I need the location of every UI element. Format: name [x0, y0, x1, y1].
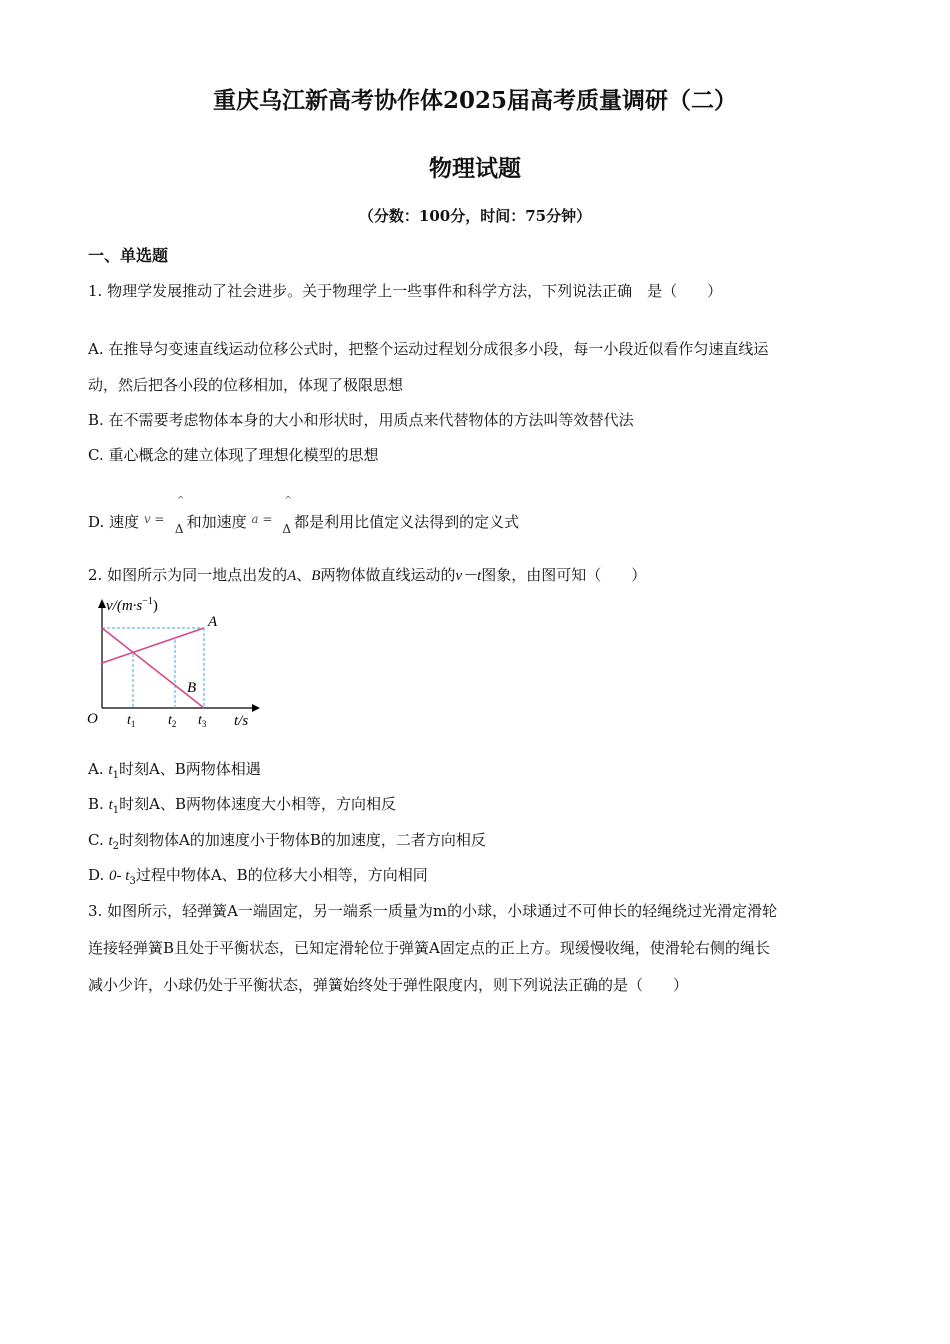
q1-option-d — [88, 496, 520, 536]
acceleration-hat: ^ — [284, 496, 292, 506]
y-axis-arrow-icon — [98, 599, 106, 608]
q2-option-text: 时刻物体A的加速度小于物体B的加速度，二者方向相反 — [119, 831, 486, 849]
q3-line2: 连接轻弹簧B且处于平衡状态，已知定滑轮位于弹簧A固定点的正上方。现缓慢收绳，使滑轮右侧的绳长 — [88, 939, 770, 957]
q2-option-sub: 1 — [112, 805, 120, 816]
q2-option-letter: A. — [88, 760, 104, 778]
vt-graph — [80, 592, 280, 737]
q1-option-d-mid: 和加速度 — [186, 513, 247, 531]
q2-option-d — [88, 865, 428, 892]
q1-option-a-line2: 动，然后把各小段的位移相加，体现了极限思想 — [88, 376, 404, 394]
q2-option-letter: D. — [88, 866, 105, 884]
velocity-hat: ^ — [176, 496, 185, 506]
x-axis-arrow-icon — [252, 704, 260, 712]
origin-label: O — [87, 711, 98, 727]
tick-t3: $t_3$ — [198, 713, 207, 729]
q2-option-time: 0- t — [109, 868, 130, 884]
tick-t2: $t_2$ — [168, 713, 177, 729]
q2-option-time: t — [108, 797, 113, 813]
q2-option-letter: B. — [88, 795, 104, 813]
q2-stem-part3: 图象，由图可知（ ） — [481, 566, 647, 584]
q1-option-c: C. 重心概念的建立体现了理想化模型的思想 — [88, 446, 379, 464]
subject-title: 物理试题 — [429, 155, 521, 182]
q2-option-text: 时刻A、B两物体相遇 — [118, 760, 261, 778]
x-axis-label: t/s — [234, 713, 249, 729]
q2-stem-part2: 两物体做直线运动的 — [320, 566, 456, 584]
q2-stem-part1: 2. 如图所示为同一地点出发的 — [88, 566, 288, 584]
q2-option-time: t — [108, 833, 113, 849]
q2-option-b — [88, 794, 396, 821]
line-a — [102, 628, 204, 663]
acceleration-delta: Δ — [282, 522, 292, 536]
q2-option-sub: 2 — [112, 841, 120, 852]
velocity-symbol: v = — [143, 512, 165, 526]
q2-stem-b: B — [311, 568, 321, 584]
q2-stem-a: A — [287, 568, 297, 584]
q2-option-text: 时刻A、B两物体速度大小相等，方向相反 — [119, 795, 396, 813]
q2-option-sub: 3 — [129, 876, 136, 887]
q2-option-c — [88, 830, 486, 857]
q1-stem: 1. 物理学发展推动了社会进步。关于物理学上一些事件和科学方法，下列说法正确 是（ ） — [88, 282, 723, 300]
y-axis-label: $v/(m\cdot s^{-1})$ — [106, 596, 158, 614]
line-b — [102, 628, 204, 708]
velocity-delta: Δ — [174, 522, 184, 536]
section-title: 一、单选题 — [88, 246, 169, 265]
q2-stem-vt: v－t — [455, 568, 482, 584]
q1-option-b: B. 在不需要考虑物体本身的大小和形状时，用质点来代替物体的方法叫等效替代法 — [88, 411, 634, 429]
q2-option-sub: 1 — [112, 770, 119, 781]
line-b-label: B — [187, 680, 197, 696]
acceleration-symbol: a = — [251, 512, 273, 526]
q2-option-time: t — [108, 762, 113, 778]
q3-line3: 减小少许，小球仍处于平衡状态，弹簧始终处于弹性限度内，则下列说法正确的是（ ） — [88, 976, 689, 994]
q1-option-d-prefix: D. 速度 — [88, 513, 140, 531]
acceleration-formula — [251, 496, 292, 536]
score-time-info: （分数：100分，时间：75分钟） — [358, 207, 592, 225]
q2-option-text: 过程中物体A、B的位移大小相等，方向相同 — [135, 866, 428, 884]
q2-stem — [88, 565, 646, 586]
q2-option-letter: C. — [88, 831, 104, 849]
q1-option-a-line1: A. 在推导匀变速直线运动位移公式时，把整个运动过程划分成很多小段，每一小段近似看作匀速直线运 — [88, 340, 769, 358]
tick-t1: $t_1$ — [127, 713, 136, 729]
q2-option-a — [88, 759, 261, 786]
q3-line1: 3. 如图所示，轻弹簧A一端固定，另一端系一质量为m的小球，小球通过不可伸长的轻绳绕过光滑定滑轮 — [88, 902, 778, 920]
line-a-label: A — [208, 614, 218, 630]
exam-title: 重庆乌江新高考协作体2025届高考质量调研（二） — [212, 87, 737, 114]
q1-option-d-suffix: 都是利用比值定义法得到的定义式 — [294, 513, 520, 531]
q2-stem-sep: 、 — [296, 566, 312, 584]
velocity-formula — [143, 496, 185, 536]
